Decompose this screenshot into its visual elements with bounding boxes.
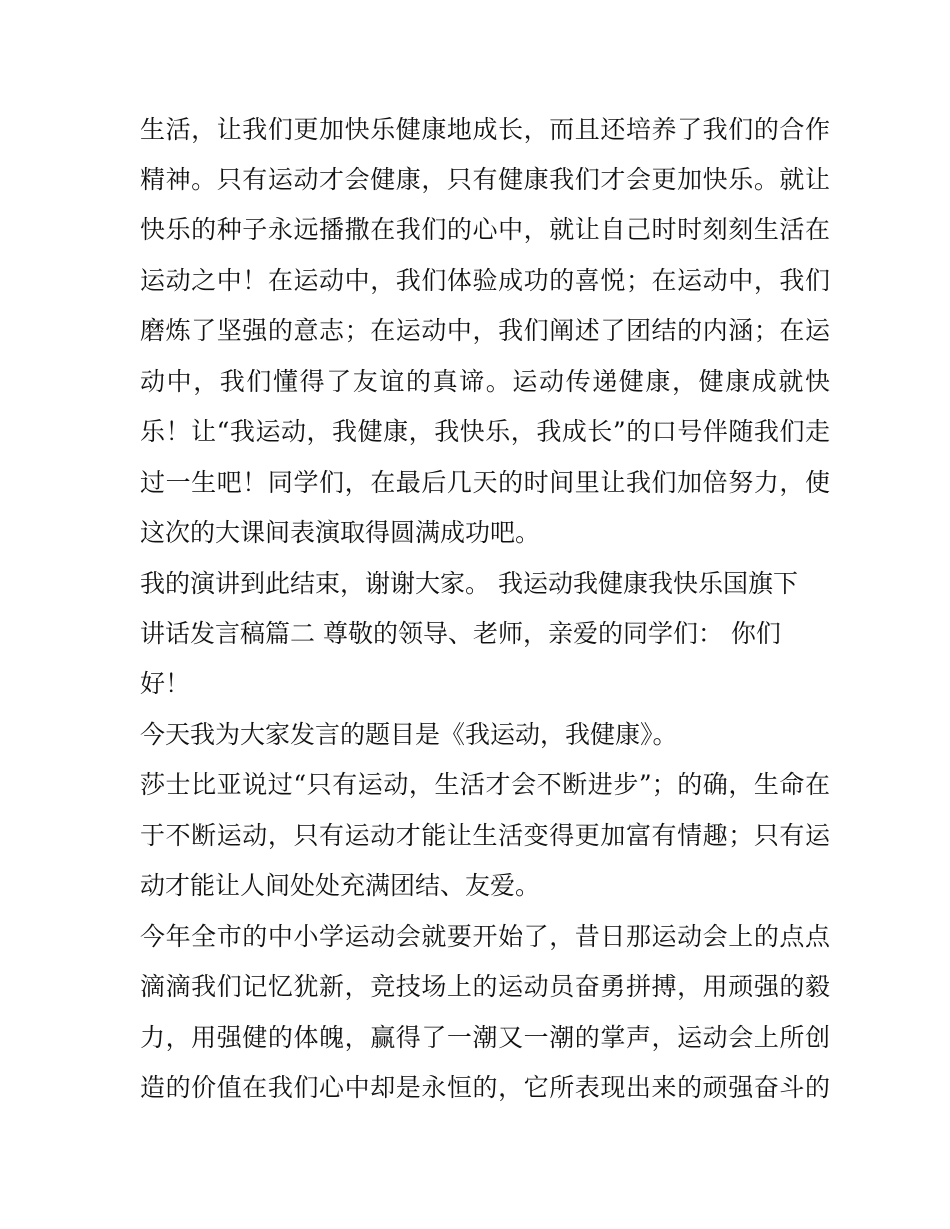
text-line: 动才能让人间处处充满团结、友爱。 <box>140 871 541 900</box>
text-line: 好！ <box>140 669 191 698</box>
text-line: 快乐的种子永远播撒在我们的心中，就让自己时时刻刻生活在 <box>140 215 830 244</box>
text-line: 造的价值在我们心中却是永恒的，它所表现出来的顽强奋斗的 <box>140 1073 830 1102</box>
text-line: 莎士比亚说过“只有运动，生活才会不断进步”；的确，生命在 <box>140 770 830 799</box>
text-line: 今天我为大家发言的题目是《我运动，我健康》。 <box>140 720 678 749</box>
text-line: 乐！让“我运动，我健康，我快乐，我成长”的口号伴随我们走 <box>140 417 830 446</box>
text-line: 过一生吧！同学们，在最后几天的时间里让我们加倍努力，使 <box>140 468 830 497</box>
text-line: 我的演讲到此结束，谢谢大家。 我运动我健康我快乐国旗下 <box>140 569 798 598</box>
text-line: 于不断运动，只有运动才能让生活变得更加富有情趣；只有运 <box>140 821 830 850</box>
text-line: 磨炼了坚强的意志；在运动中，我们阐述了团结的内涵；在运 <box>140 316 830 345</box>
text-line: 滴滴我们记忆犹新，竞技场上的运动员奋勇拼搏，用顽强的毅 <box>140 972 830 1001</box>
text-line: 今年全市的中小学运动会就要开始了，昔日那运动会上的点点 <box>140 922 830 951</box>
text-line: 力，用强健的体魄，赢得了一潮又一潮的掌声，运动会上所创 <box>140 1023 830 1052</box>
text-line: 动中，我们懂得了友谊的真谛。运动传递健康，健康成就快 <box>140 367 830 396</box>
text-line: 这次的大课间表演取得圆满成功吧。 <box>140 518 541 547</box>
text-line: 生活，让我们更加快乐健康地成长，而且还培养了我们的合作 <box>140 115 830 144</box>
text-line: 讲话发言稿篇二 尊敬的领导、老师，亲爱的同学们： 你们 <box>140 619 781 648</box>
text-line: 精神。只有运动才会健康，只有健康我们才会更加快乐。就让 <box>140 165 830 194</box>
text-line: 运动之中！在运动中，我们体验成功的喜悦；在运动中，我们 <box>140 266 830 295</box>
